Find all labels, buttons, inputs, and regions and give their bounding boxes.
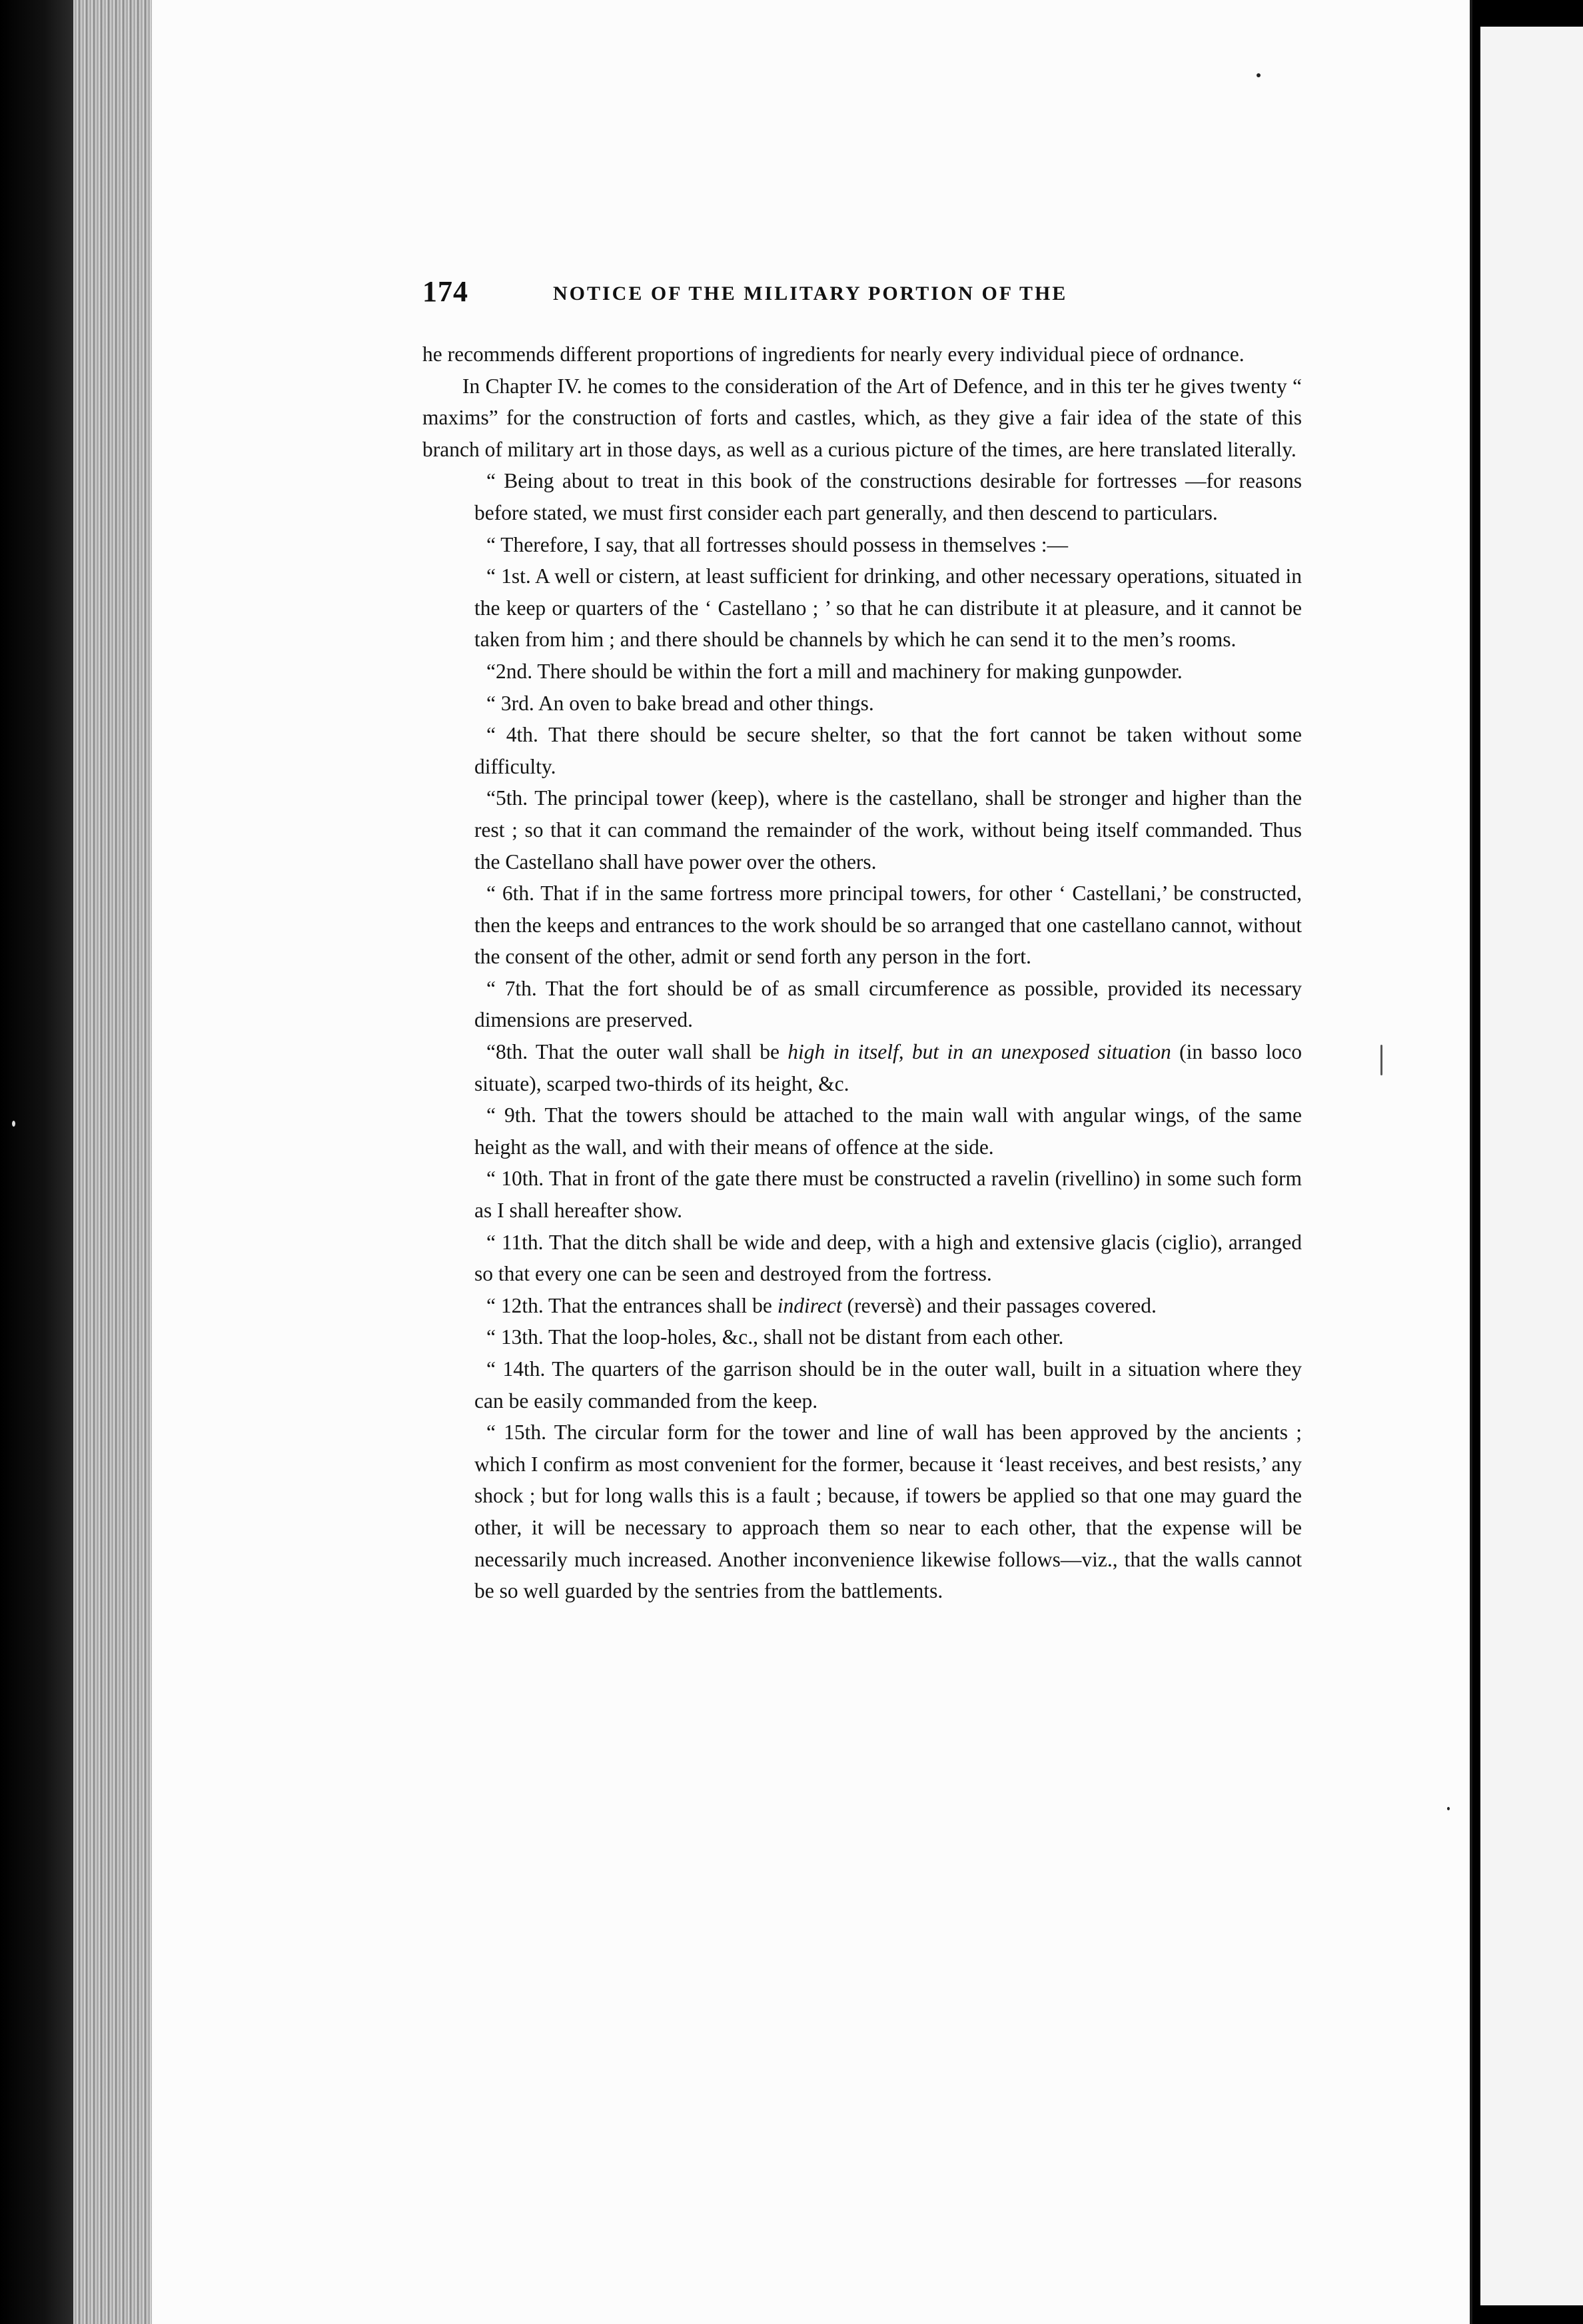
quoted-paragraph: “ Being about to treat in this book of the constructions desirable for fortresses —for reasons before stated, we must first consider each part generally, and then descend to particulars. [474, 469, 1302, 524]
book-page-edges [67, 0, 160, 2324]
maxim-15: “ 15th. The circular form for the tower and line of wall has been approved by the ancients ; which I confirm as most convenient for the former, because it ‘least receives, and best resists,’ any shock ; but for long walls this is a fault ; because, if towers be applied so that one may guard the other, it will be necessary to approach them so near to each other, that the expense will be necessarily much increased. Another inconvenience likewise follows—viz., that the walls cannot be so well guarded by the sentries from the battlements. [474, 1421, 1302, 1603]
maxim-7: “ 7th. That the fort should be of as small circumference as possible, provided its necessary dimensions are preserved. [474, 976, 1302, 1032]
scan-speck [1447, 1807, 1450, 1810]
maxim-12-rest: (reversè) and their passages covered. [847, 1293, 1157, 1317]
maxim-8-rest: (in basso loco situate), scarped two-thirds of its height, &c. [474, 1040, 1302, 1095]
quoted-paragraph: “ Therefore, I say, that all fortresses should possess in themselves :— [486, 532, 1069, 556]
left-shadow [0, 0, 73, 2324]
maxim-13: “ 13th. That the loop-holes, &c., shall not be distant from each other. [486, 1325, 1064, 1349]
maxim-2: “2nd. There should be within the fort a mill and machinery for making gunpowder. [486, 659, 1183, 683]
paragraph: In Chapter IV. he comes to the consideration of the Art of Defence, and in this ter he gives twenty “ maxims” for the construction of forts and castles, which, as they give a fair idea of the state of this branch of military art in those days, as well as a curious picture of the times, are here translated literally. [422, 374, 1302, 461]
maxim-4: “ 4th. That there should be secure shelter, so that the fort cannot be taken without some difficulty. [474, 723, 1302, 778]
maxim-14: “ 14th. The quarters of the garrison should be in the outer wall, built in a situation where they can be easily commanded from the keep. [474, 1357, 1302, 1413]
maxim-12-lead: “ 12th. That the entrances shall be [486, 1293, 772, 1317]
page-header [422, 275, 1309, 314]
maxim-12 [422, 1290, 1302, 1322]
maxim-9: “ 9th. That the towers should be attached to the main wall with angular wings, of the same height as the wall, and with their means of offence at the side. [474, 1103, 1302, 1159]
body-text [422, 338, 1302, 1607]
scan-speck [1257, 73, 1261, 77]
maxim-6: “ 6th. That if in the same fortress more principal towers, for other ‘ Castellani,’ be constructed, then the keeps and entrances to the work should be so arranged that one castellano cannot, without the consent of the other, admit or send forth any person in the fort. [474, 881, 1302, 969]
maxim-5: “5th. The principal tower (keep), where is the castellano, shall be stronger and higher than the rest ; so that it can command the remainder of the work, without being itself commanded. Thus the Castellano shall have power over the others. [474, 786, 1302, 873]
maxim-3: “ 3rd. An oven to bake bread and other things. [486, 691, 874, 715]
running-head: NOTICE OF THE MILITARY PORTION OF THE [553, 283, 1068, 304]
maxim-8 [422, 1036, 1302, 1099]
maxim-8-italic: high in itself, but in an unexposed situation [788, 1040, 1171, 1064]
scan-speck [12, 1121, 15, 1127]
maxim-10: “ 10th. That in front of the gate there must be constructed a ravelin (rivellino) in some such form as I shall hereafter show. [474, 1167, 1302, 1223]
page-number: 174 [422, 275, 468, 308]
maxim-8-lead: “8th. That the outer wall shall be [486, 1040, 780, 1064]
facing-page-sliver [1480, 27, 1583, 2305]
paragraph: he recommends different proportions of ingredients for nearly every individual piece of ordnance. [422, 342, 1245, 366]
maxim-12-italic: indirect [777, 1293, 842, 1317]
maxim-11: “ 11th. That the ditch shall be wide and deep, with a high and extensive glacis (ciglio), arranged so that every one can be seen and destroyed from the fortress. [474, 1230, 1302, 1286]
maxim-1: “ 1st. A well or cistern, at least sufficient for drinking, and other necessary operations, situated in the keep or quarters of the ‘ Castellano ; ’ so that he can distribute it at pleasure, and it cannot be taken from him ; and there should be channels by which he can send it to the men’s rooms. [474, 564, 1302, 652]
scan-speck [1380, 1045, 1382, 1075]
